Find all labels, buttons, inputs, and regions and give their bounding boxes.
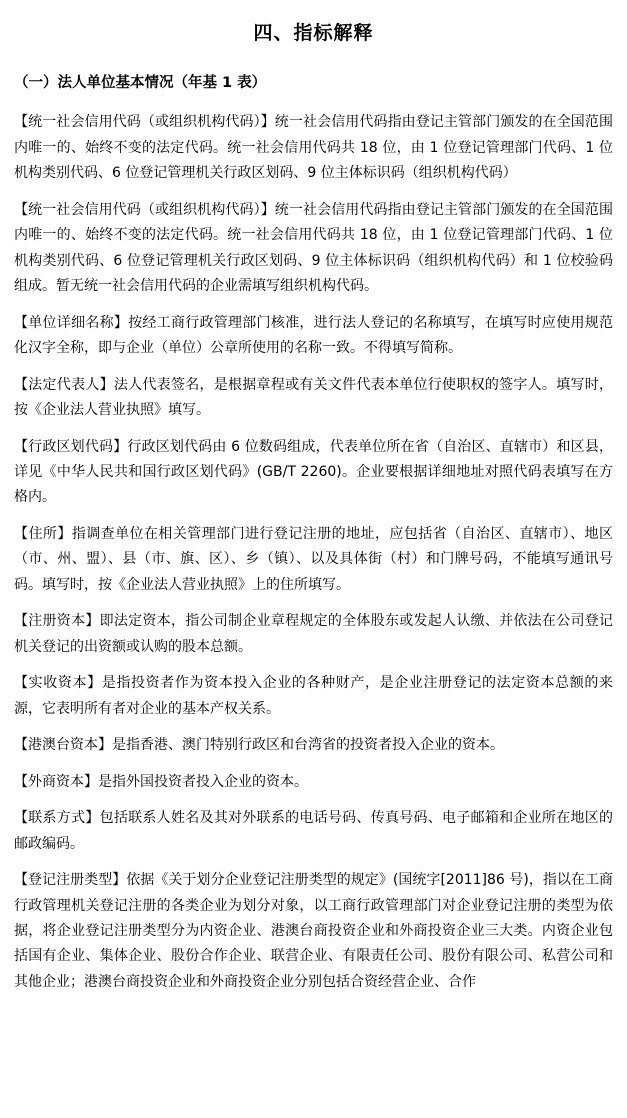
document-body	[14, 110, 613, 995]
paragraph: 【注册资本】即法定资本，指公司制企业章程规定的全体股东或发起人认缴、并依法在公司登记机关登记的出资额或认购的股本总额。	[14, 613, 613, 655]
page-title: 四、指标解释	[253, 22, 374, 44]
section-heading: （一）法人单位基本情况（年基 1 表）	[14, 74, 267, 91]
paragraph: 【统一社会信用代码（或组织机构代码）】统一社会信用代码指由登记主管部门颁发的在全国范围内唯一的、始终不变的法定代码。统一社会信用代码共 18 位，由 1 位登记管理部门代码、1 位机构类别代码、6 位登记管理机关行政区划码、9 位主体标识码（组织机构代码）	[14, 114, 613, 182]
paragraph: 【住所】指调查单位在相关管理部门进行登记注册的地址，应包括省（自治区、直辖市）、地区（市、州、盟）、县（市、旗、区）、乡（镇）、以及具体街（村）和门牌号码，不能填写通讯号码。填写时，按《企业法人营业执照》上的住所填写。	[14, 525, 613, 593]
paragraph: 【实收资本】是指投资者作为资本投入企业的各种财产，是企业注册登记的法定资本总额的来源，它表明所有者对企业的基本产权关系。	[14, 675, 613, 717]
paragraph: 【港澳台资本】是指香港、澳门特别行政区和台湾省的投资者投入企业的资本。	[14, 737, 504, 754]
paragraph: 【行政区划代码】行政区划代码由 6 位数码组成，代表单位所在省（自治区、直辖市）和区县，详见《中华人民共和国行政区划代码》(GB/T 2260)。企业要根据详细地址对照代码表填写在方格内。	[14, 438, 613, 506]
paragraph: 【外商资本】是指外国投资者投入企业的资本。	[14, 773, 308, 790]
paragraph: 【法定代表人】法人代表签名，是根据章程或有关文件代表本单位行使职权的签字人。填写时，按《企业法人营业执照》填写。	[14, 376, 613, 419]
paragraph: 【单位详细名称】按经工商行政管理部门核准，进行法人登记的名称填写，在填写时应使用规范化汉字全称，即与企业（单位）公章所使用的名称一致。不得填写简称。	[14, 314, 613, 357]
paragraph: 【统一社会信用代码（或组织机构代码）】统一社会信用代码指由登记主管部门颁发的在全国范围内唯一的、始终不变的法定代码。统一社会信用代码共 18 位，由 1 位登记管理部门代码、1 位机构类别代码、6 位登记管理机关行政区划码、9 位主体标识码（组织机构代码）和 1 位校验码组成。暂无统一社会信用代码的企业需填写组织机构代码。	[14, 201, 613, 295]
paragraph: 【登记注册类型】依据《关于划分企业登记注册类型的规定》(国统字[2011]86 号)，指以在工商行政管理机关登记注册的各类企业为划分对象，以工商行政管理部门对企业登记注册的类型为依据，将企业登记注册类型分为内资企业、港澳台商投资企业和外商投资企业三大类。内资企业包括国有企业、集体企业、股份合作企业、联营企业、有限责任公司、股份有限公司、私营公司和其他企业；港澳台商投资企业和外商投资企业分别包括合资经营企业、合作	[14, 872, 613, 990]
paragraph: 【联系方式】包括联系人姓名及其对外联系的电话号码、传真号码、电子邮箱和企业所在地区的邮政编码。	[14, 810, 613, 852]
